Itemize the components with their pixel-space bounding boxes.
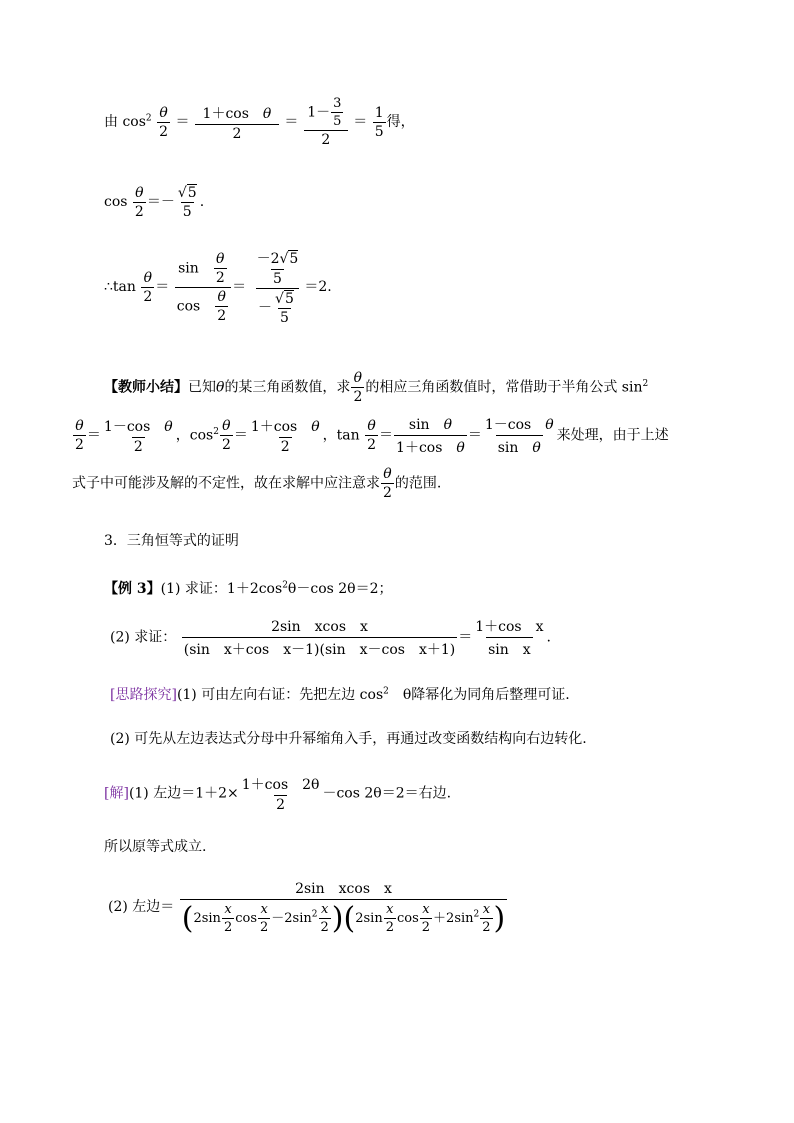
text: 5 (289, 251, 299, 267)
text: cos (176, 298, 201, 314)
fraction (373, 105, 386, 140)
text: (1) 求证：1＋2cos (160, 581, 283, 597)
fraction (175, 251, 231, 324)
text: 5 (187, 185, 197, 201)
text: 5 (333, 114, 342, 129)
text: － (258, 300, 273, 316)
teacher-summary-line1: 【教师小结】已知θ的某三角函数值，求 $\frac{\theta}{2}$ 的相应三角函数值时，常借助于半角公式 $\sin^2$ (104, 370, 649, 405)
text: 2 (304, 130, 348, 148)
solution-part1 (104, 774, 451, 813)
text: 2 (159, 123, 169, 140)
example-3-part2: (2) 求证： $\frac{\text{2sin xcos x}}{\text{(sin x＋cos x－1)(sin x－cos x＋1)}}$ ＝ $\frac{\text{1＋cos x}}{\text{sin x}}$ . (110, 616, 551, 659)
text: 5 (374, 123, 384, 140)
text: 的某三角函数值，求 (224, 379, 351, 396)
text: 1＋cos x (475, 619, 544, 635)
text: θ降幂化为同角后整理可证. (402, 687, 570, 703)
text: 式子中可能涉及解的不定性，故在求解中应注意求 (72, 475, 380, 492)
text: θ (159, 104, 168, 121)
text: ＝ (353, 114, 368, 130)
text: ＝－ (146, 194, 175, 210)
text: 的范围. (394, 475, 442, 492)
text: θ (262, 105, 272, 122)
fraction: $\frac{-2√5}{5}$ － $\frac{√5}{5}$ (256, 251, 299, 326)
text: . (199, 194, 205, 210)
text: 3 (333, 96, 342, 111)
text: 1 (374, 104, 384, 121)
text: sin x (486, 637, 533, 659)
text: 的相应三角函数值时，常借助于半角公式 sin (365, 379, 643, 396)
text: (1) 可由左向右证：先把左边 cos (176, 687, 384, 703)
text: ∴tan (104, 279, 136, 295)
text: ， (175, 427, 190, 444)
text: 2 (143, 288, 153, 305)
solution-label: [解] (104, 785, 129, 802)
teacher-summary-line3: 式子中可能涉及解的不定性，故在求解中应注意求 $\frac{\theta}{2}$ 的范围. (72, 466, 442, 501)
thinking-part2: (2) 可先从左边表达式分母中升幂缩角入手，再通过改变函数结构向右边转化. (110, 731, 587, 747)
text: ＝ (232, 279, 247, 295)
text: ＝ (155, 279, 170, 295)
text: (2) 左边＝ (108, 899, 175, 915)
equation-tan-half (104, 248, 332, 326)
text: ＝ (175, 114, 190, 130)
fraction: 2sin xcos x (2sin $\frac{x}{2}$ cos $\frac{x}{2}$ $-2\sin^2$ $\frac{x}{2}$ )(2sin $\frac{x}{2}$ cos $\frac{x}{2}$ $+2\sin^2$ $\frac{x}{2}$ ) (180, 878, 508, 936)
fraction (182, 616, 458, 659)
text: 1＋cos 2θ (241, 777, 320, 793)
text: －2 (256, 251, 280, 267)
text: (1) 左边＝1＋2× (128, 785, 239, 802)
text: 2 (215, 269, 225, 286)
fraction: $\frac{√5}{5}$ (177, 185, 197, 220)
section-heading: 3．三角恒等式的证明 (104, 533, 239, 549)
text: 5 (182, 204, 192, 220)
text: 1＋cos (202, 105, 249, 122)
text: tan (336, 427, 360, 444)
text: 2 (217, 307, 227, 324)
text: ＝ (284, 114, 299, 130)
text: . (546, 629, 551, 646)
text: 2 (195, 124, 279, 142)
text: 2 (276, 797, 286, 813)
text: 1＋cos (250, 419, 298, 435)
text: ＝2. (304, 279, 332, 295)
text: (2) 求证： (110, 629, 177, 646)
text: cos (122, 114, 146, 130)
text: θ (216, 250, 225, 267)
summary-label: 【教师小结】 (104, 379, 188, 396)
fraction (133, 185, 146, 220)
text: 来处理，由于上述 (556, 427, 669, 444)
text: 5 (279, 310, 289, 326)
text: 得， (386, 114, 415, 130)
text: θ (135, 184, 144, 201)
fraction (195, 103, 279, 142)
fraction (473, 616, 545, 659)
text: 1－ (307, 104, 331, 121)
thinking-label: [思路探究] (110, 687, 177, 703)
text: θ (143, 269, 153, 286)
text: θ (217, 288, 226, 305)
text: 2sin xcos x (271, 619, 368, 635)
fraction (304, 96, 348, 148)
thinking-part1: [思路探究](1) 可由左向右证：先把左边 $\cos^2$ θ降幂化为同角后整理可证. (110, 686, 570, 703)
text: －cos 2θ＝2＝右边. (322, 785, 452, 802)
text: 已知 (188, 379, 216, 396)
text: 1－cos (103, 419, 151, 435)
teacher-summary-formulas: $\frac{\theta}{2}$ ＝ $\frac{\text{1－cos θ}}{2}$ ，$\cos^2$ $\frac{\theta}{2}$ ＝ $\frac{\text{1＋cos θ}}{2}$ ，tan $\frac{\theta}{2}$ ＝ $\frac{\text{sin θ}}{\text{1＋cos θ}}$ ＝ $\frac{\text{1－cos θ}}{\text{sin θ}}$ 来处理，由于上述 (75, 417, 669, 456)
example-label: 【例 3】 (104, 581, 161, 597)
text: sin (178, 260, 199, 276)
text: cos (104, 194, 128, 210)
fraction (141, 270, 154, 305)
solution-conclusion: 所以原等式成立. (104, 839, 207, 855)
solution-part2 (108, 878, 508, 936)
text: 2 (134, 203, 144, 220)
text: 2 (145, 113, 152, 124)
text: cos (189, 427, 214, 444)
equation-cos-squared (104, 96, 415, 148)
example-3-part1: 【例 3】(1) 求证：$1+2\cos^2\theta-\cos$ 2θ＝2； (104, 580, 393, 597)
equation-cos-half (104, 184, 204, 220)
text: 5 (273, 271, 282, 287)
text: 1－cos (484, 417, 532, 433)
text: 2sin xcos x (295, 881, 392, 897)
text: sin (408, 417, 430, 433)
fraction (240, 774, 322, 813)
text: 由 (104, 114, 118, 130)
text: (sin x＋cos x－1)(sin x－cos x＋1) (182, 637, 458, 659)
text: ， (322, 427, 337, 444)
fraction (157, 105, 170, 140)
text: θ－cos 2θ＝2； (287, 581, 393, 597)
text: 5 (284, 291, 294, 307)
